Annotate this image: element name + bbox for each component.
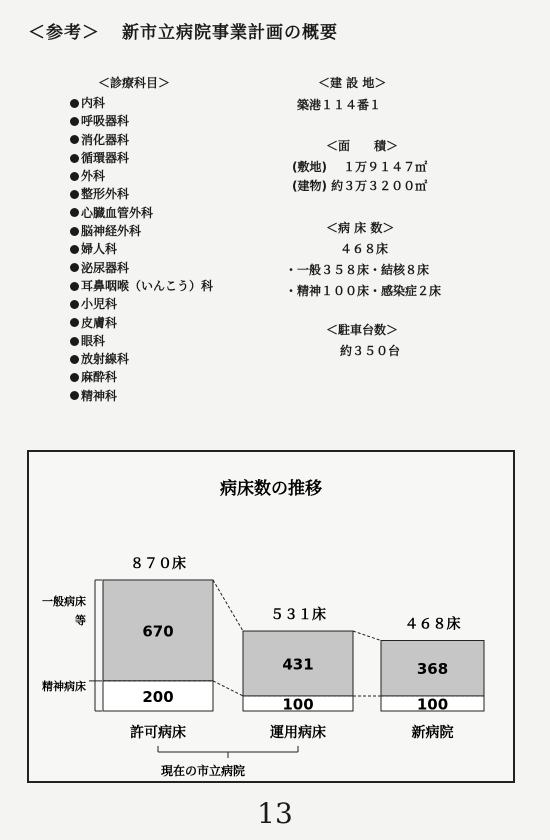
beds-heading: ＜病 床 数＞: [326, 221, 395, 235]
department-label: 婦人科: [81, 242, 118, 257]
department-item: [70, 350, 213, 368]
department-list: [70, 94, 213, 405]
bed-chart: [29, 452, 513, 781]
bullet-icon: [70, 135, 79, 144]
total-label: ４６８床: [404, 616, 461, 633]
area-heading: ＜面 積＞: [326, 139, 399, 153]
bullet-icon: [70, 245, 79, 254]
bullet-icon: [70, 318, 79, 327]
department-label: 麻酔科: [81, 370, 118, 385]
bullet-icon: [70, 190, 79, 199]
bullet-icon: [70, 172, 79, 181]
category-label: 運用病床: [270, 725, 326, 741]
department-label: 脳神経外科: [81, 224, 142, 239]
beds-total: ４６８床: [340, 242, 389, 256]
department-item: [70, 94, 213, 112]
department-item: [70, 368, 213, 386]
department-label: 放射線科: [81, 352, 130, 367]
department-item: [70, 295, 213, 313]
department-item: [70, 240, 213, 258]
site-value: 築港１１４番１: [297, 98, 382, 112]
connector-line: [213, 681, 243, 696]
area-land: (敷地) １万９１４７㎡: [292, 160, 428, 174]
department-item: [70, 185, 213, 203]
department-label: 耳鼻咽喉（いんこう）科: [81, 278, 214, 293]
department-item: [70, 387, 213, 405]
connector-line: [353, 631, 381, 640]
department-item: [70, 131, 213, 149]
bullet-icon: [70, 282, 79, 291]
department-item: [70, 204, 213, 222]
chart-title: 病床数の推移: [220, 479, 322, 499]
beds-line2: ・精神１００床・感染症２床: [285, 284, 442, 298]
value-label-psychiatric: 200: [142, 687, 174, 706]
bed-chart-panel: [27, 450, 515, 783]
connector-line: [213, 580, 243, 631]
department-label: 精神科: [81, 388, 118, 403]
page-title: [28, 18, 338, 43]
department-item: [70, 112, 213, 130]
bullet-icon: [70, 154, 79, 163]
bullet-icon: [70, 373, 79, 382]
legend-psychiatric: 精神病床: [42, 680, 86, 693]
bullet-icon: [70, 227, 79, 236]
parking-heading: ＜駐車台数＞: [326, 323, 399, 337]
value-label-general: 670: [142, 622, 174, 641]
department-item: [70, 149, 213, 167]
department-label: 整形外科: [81, 187, 130, 202]
department-label: 循環器科: [81, 150, 130, 165]
departments-heading: ＜診療科目＞: [98, 76, 171, 90]
beds-line1: ・一般３５８床・結核８床: [285, 263, 430, 277]
department-label: 内科: [81, 96, 106, 110]
bracket-label: 現在の市立病院: [160, 764, 246, 778]
bullet-icon: [70, 208, 79, 217]
bullet-icon: [70, 117, 79, 126]
bullet-icon: [70, 337, 79, 346]
bullet-icon: [70, 391, 79, 400]
bullet-icon: [70, 263, 79, 272]
value-label-psychiatric: 100: [416, 695, 449, 714]
site-heading: ＜建 設 地＞: [318, 76, 387, 90]
department-label: 心臓血管外科: [81, 205, 154, 220]
department-label: 呼吸器科: [81, 114, 130, 129]
bullet-icon: [70, 99, 79, 108]
department-label: 小児科: [81, 297, 118, 312]
title-text: 新市立病院事業計画の概要: [122, 23, 338, 43]
total-label: ８７０床: [130, 555, 186, 572]
bullet-icon: [70, 300, 79, 309]
department-label: 消化器科: [81, 132, 130, 147]
parking-value: 約３５０台: [340, 344, 401, 358]
category-label: 新病院: [411, 725, 454, 741]
department-label: 眼科: [81, 333, 106, 348]
value-label-general: 431: [282, 655, 314, 674]
department-item: [70, 314, 213, 332]
department-label: 泌尿器科: [81, 260, 130, 275]
department-item: [70, 332, 213, 350]
department-label: 皮膚科: [81, 315, 118, 330]
legend-general-suffix: 等: [75, 614, 86, 627]
category-label: 許可病床: [130, 725, 186, 741]
department-label: 外科: [81, 169, 106, 184]
department-item: [70, 277, 213, 295]
page-number: 13: [257, 797, 293, 830]
ref-label: ＜参考＞: [28, 23, 100, 43]
department-item: [70, 222, 213, 240]
department-item: [70, 167, 213, 185]
value-label-general: 368: [416, 660, 449, 679]
legend-general: 一般病床: [42, 595, 86, 608]
bullet-icon: [70, 355, 79, 364]
area-building: (建物) 約３万３２００㎡: [292, 179, 428, 193]
total-label: ５３１床: [270, 607, 326, 624]
value-label-psychiatric: 100: [282, 695, 314, 714]
department-item: [70, 259, 213, 277]
